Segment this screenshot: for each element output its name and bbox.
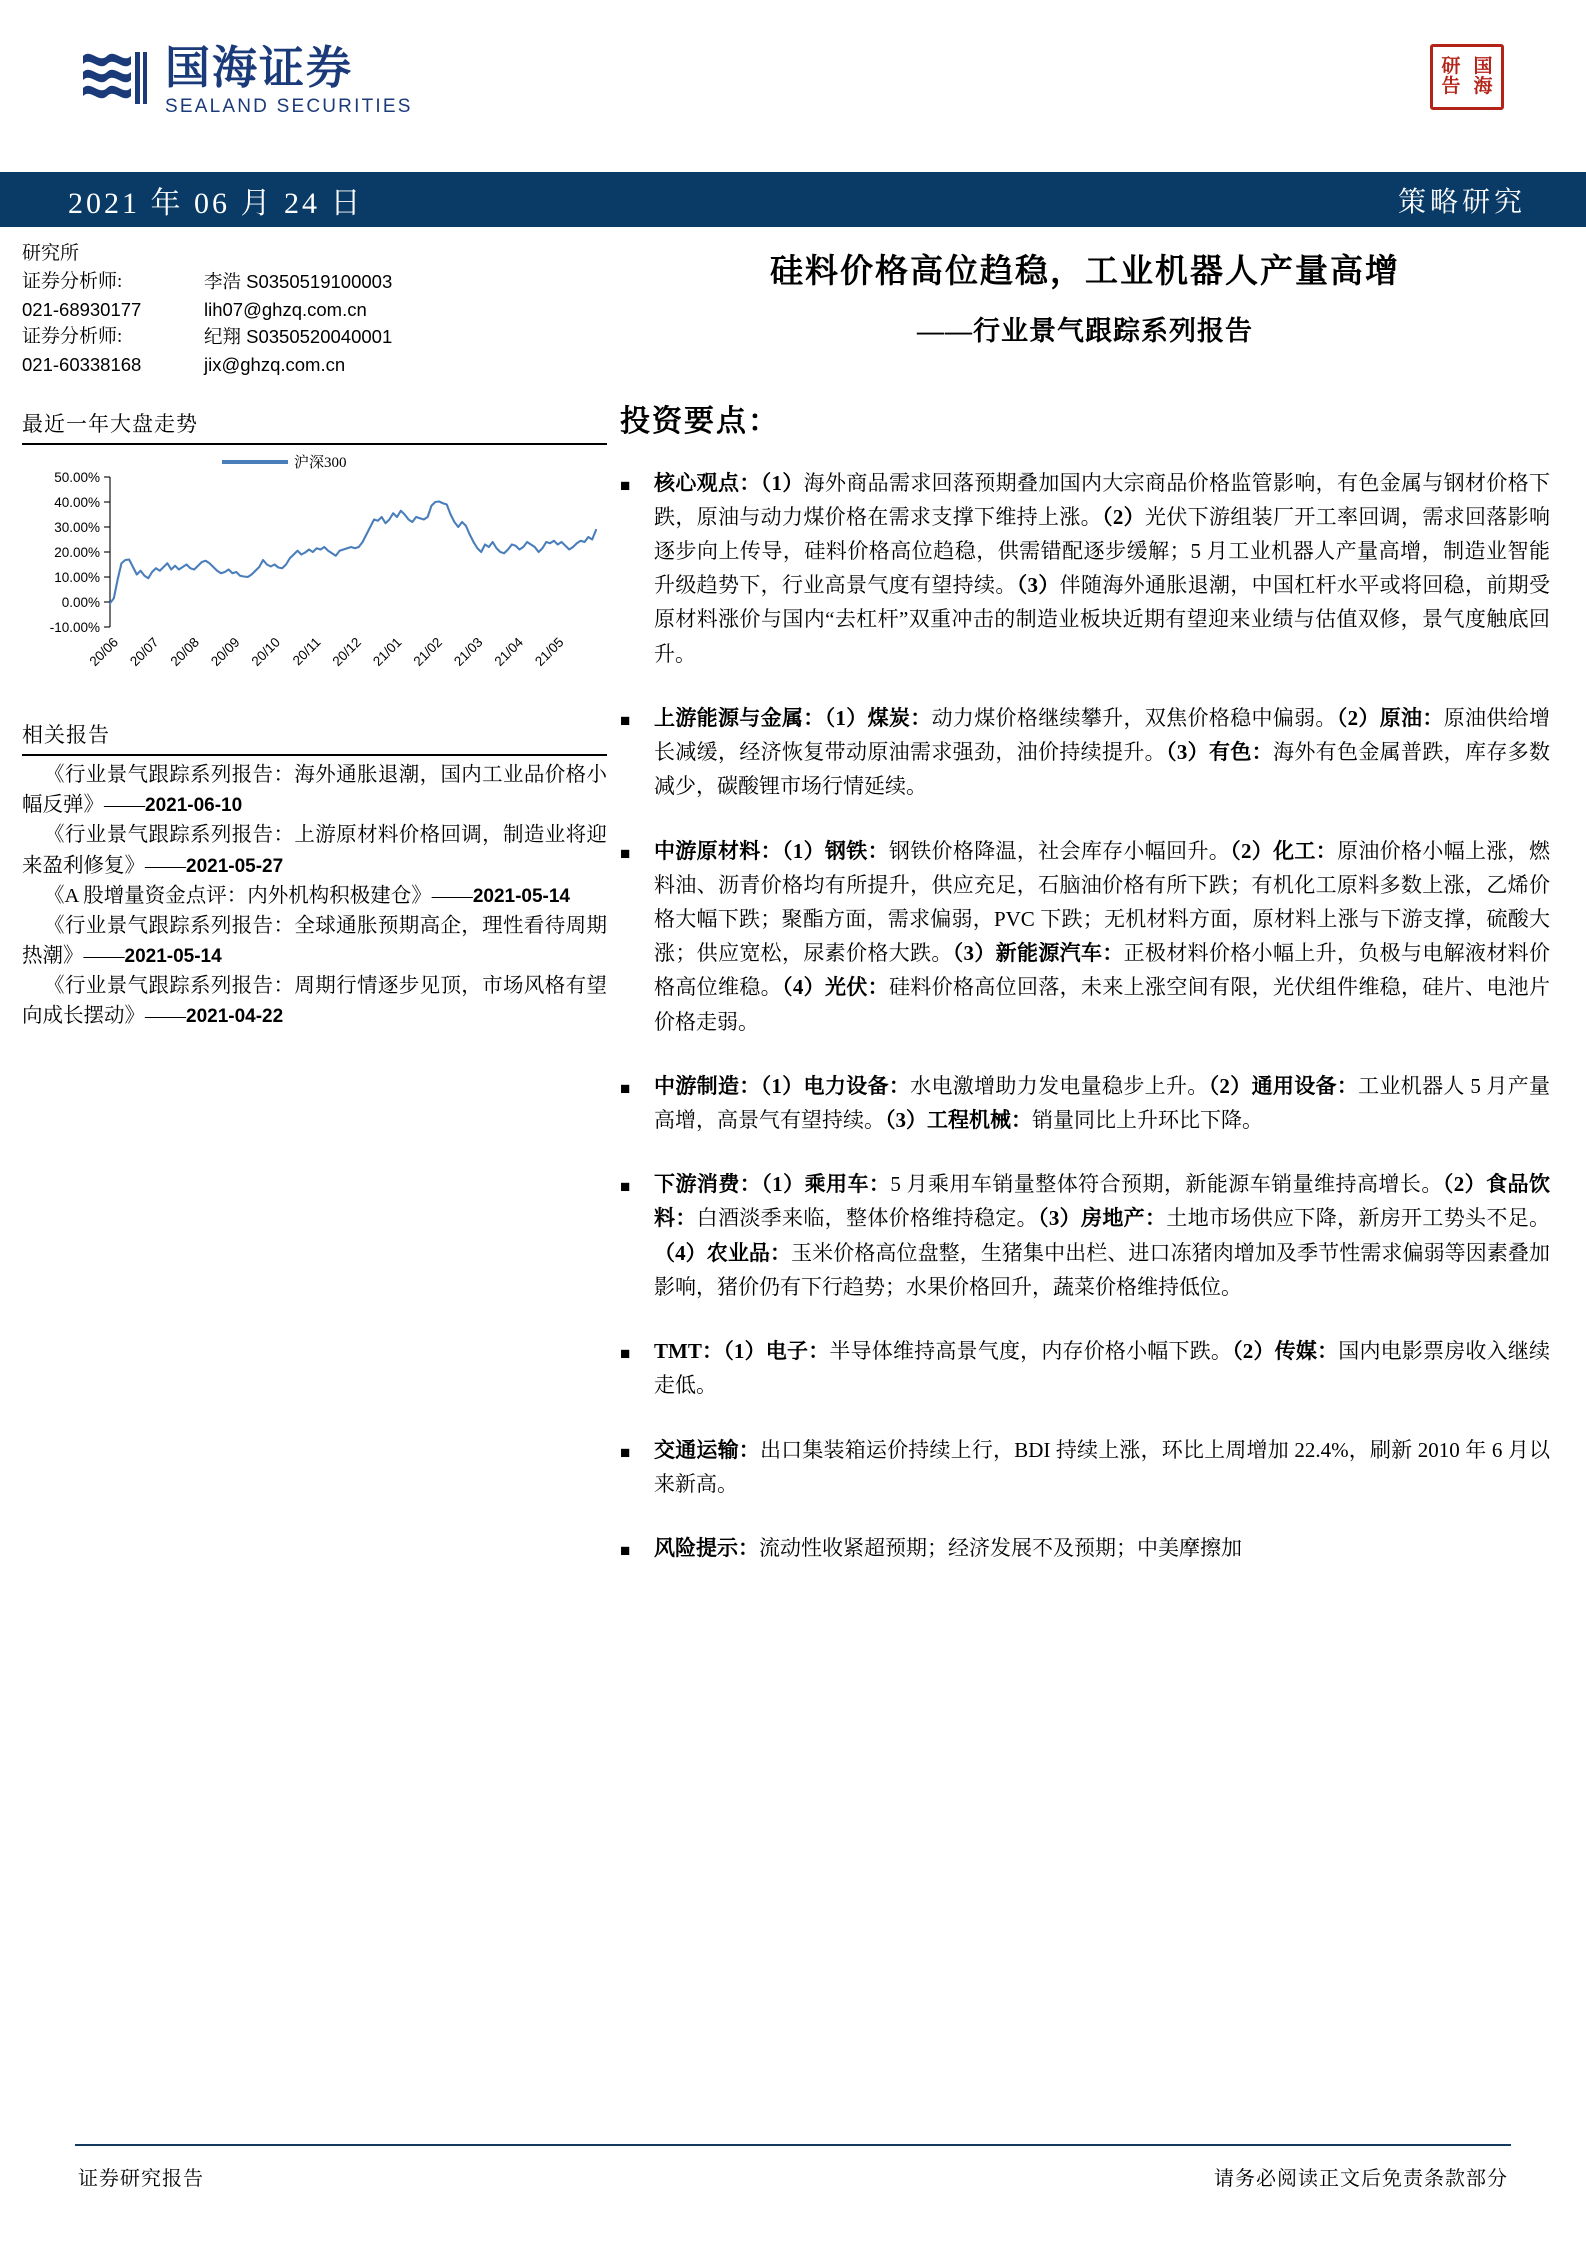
related-report-date: 2021-04-22 [186,1006,284,1028]
point-label: （2）化工： [1230,838,1338,863]
related-reports-section-title: 相关报告 [22,723,110,748]
chart-xtick-label: 20/06 [86,634,122,670]
investment-point-midstream-manufacturing [620,1069,1550,1137]
point-text: 流动性收紧超预期；经济发展不及预期；中美摩擦加 [759,1536,1242,1561]
point-label: （3）有色： [1166,740,1273,765]
investment-point-tmt [620,1334,1550,1402]
chart-ytick-label: 0.00% [61,595,100,611]
point-text: 工业机器人 5 月产量高增，高景气有望持续。 [654,1073,1551,1133]
point-text: 玉米价格高位盘整，生猪集中出栏、进口冻猪肉增加及季节性需求偏弱等因素叠加影响，猪价仍有下行趋势；水果价格回升，蔬菜价格维持低位。 [654,1240,1551,1299]
seal-char-4: 海 [1473,76,1493,97]
point-label: 核心观点：（1） [654,470,804,495]
analyst-row-1-name [22,268,607,296]
date-bar [0,172,1586,227]
point-text: 硅料价格高位回落，未来上涨空间有限，光伏组件维稳，硅片、电池片价格走弱。 [654,975,1550,1034]
section-divider-2 [22,754,607,756]
investment-point-body [654,1167,1550,1304]
related-report-item[interactable] [22,971,607,1031]
page-title: 硅料价格高位趋稳，工业机器人产量高增 [770,254,1400,290]
related-report-title: 《行业景气跟踪系列报告：周期行情逐步见顶，市场风格有望向成长摆动》—— [22,975,607,1028]
analyst-email-1[interactable]: lih07@ghzq.com.cn [204,298,367,320]
chart-xtick-label: 21/04 [491,634,527,670]
legend-label-csi300: 沪深300 [294,455,347,472]
chart-series-line [110,502,596,604]
investment-point-body [654,466,1550,671]
point-label: 风险提示： [654,1536,759,1561]
point-label: （4）光伏： [782,975,889,1000]
square-bullet-icon: ■ [620,710,631,730]
square-bullet-icon: ■ [620,1078,631,1098]
chart-xtick-label: 20/12 [329,634,365,670]
chart-xtick-label: 20/11 [289,634,324,669]
sidebar [22,240,607,1031]
point-text: 5 月乘用车销量整体符合预期，新能源车销量维持高增长。 [890,1172,1443,1197]
related-report-item[interactable] [22,881,607,911]
market-trend-section-title: 最近一年大盘走势 [22,412,198,437]
chart-ytick-label: 50.00% [54,470,100,486]
square-bullet-icon: ■ [620,1344,631,1364]
analyst-name-code-1: 李浩 S0350519100003 [204,270,393,292]
analyst-role-label-1: 证券分析师: [22,270,123,292]
chart-legend [222,451,347,472]
main-content [620,250,1550,1596]
related-report-title: 《行业景气跟踪系列报告：海外通胀退潮，国内工业品价格小幅反弹》—— [22,764,607,817]
chart-xtick-label: 21/03 [451,634,486,670]
investment-point-body [654,1069,1550,1137]
chart-xtick-label: 21/02 [410,634,446,670]
seal-char-1: 研 [1441,56,1461,78]
page-footer [0,2134,1586,2244]
point-label: （3）工程机械： [885,1108,1032,1133]
square-bullet-icon: ■ [620,475,631,495]
investment-point-body [654,1334,1550,1402]
chart-xtick-label: 20/10 [248,634,284,670]
square-bullet-icon: ■ [620,1177,631,1197]
investment-point-body [654,1433,1550,1501]
point-label: （2）传媒： [1232,1339,1339,1364]
institute-label: 研究所 [22,243,80,264]
chart-xtick-label: 20/07 [127,634,162,670]
research-category-tag: 策略研究 [1397,186,1526,218]
chart-xtick-label: 20/08 [167,634,203,670]
related-report-title: 《行业景气跟踪系列报告：全球通胀预期高企，理性看待周期热潮》—— [22,914,607,967]
related-report-date: 2021-05-14 [472,885,571,907]
point-label: （4）农业品： [654,1240,792,1265]
point-label: （2）原油： [1336,705,1444,730]
point-text: 白酒淡季来临，整体价格维持稳定。 [696,1206,1039,1231]
related-report-date: 2021-06-10 [145,795,243,817]
point-text: 半导体维持高景气度，内存价格小幅下跌。 [829,1339,1233,1364]
investment-point-transportation [620,1433,1550,1501]
investment-point-risk-warning [620,1531,1550,1566]
analyst-email-2[interactable]: jix@ghzq.com.cn [204,353,346,375]
investment-point-body [654,834,1550,1039]
logo-company-name-en: SEALAND SECURITIES [165,95,413,117]
point-text: 水电激增助力发电量稳步上升。 [910,1073,1209,1098]
square-bullet-icon: ■ [620,1442,631,1462]
company-seal-icon [1430,44,1504,110]
analyst-row-2-name [22,323,607,351]
point-text: 钢铁价格降温，社会库存小幅回升。 [888,838,1231,863]
point-label: 中游原材料：（1）钢铁： [654,838,889,863]
logo-company-name-cn: 国海证券 [165,41,354,93]
related-report-date: 2021-05-27 [186,855,284,877]
point-text: 原油供给增长减缓，经济恢复带动原油需求强劲，油价持续提升。 [654,705,1551,765]
point-text: 海外有色金属普跌，库存多数减少，碳酸锂市场行情延续。 [654,740,1550,799]
investment-point-body [654,701,1550,804]
investment-point-downstream-consumption [620,1167,1550,1304]
point-label: （2）通用设备： [1208,1073,1359,1098]
point-text: 光伏下游组装厂开工率回调，需求回落影响逐步向上传导，硅料价格高位趋稳，供需错配逐步缓解；5 月工业机器人产量高增，制造业智能升级趋势下，行业高景气度有望持续。 [654,504,1550,598]
point-text: 国内电影票房收入继续走低。 [654,1339,1551,1398]
related-report-title: 《A 股增量资金点评：内外机构积极建仓》—— [44,884,473,907]
square-bullet-icon: ■ [620,843,631,863]
chart-ytick-label: 40.00% [54,495,100,511]
point-text: 伴随海外通胀退潮，中国杠杆水平或将回稳，前期受原材料涨价与国内“去杠杆”双重冲击的制造业板块近期有望迎来业绩与估值双修，景气度触底回升。 [654,573,1551,666]
investment-points-list [620,466,1550,1567]
related-report-date: 2021-05-14 [124,945,222,967]
chart-svg [22,449,607,679]
square-bullet-icon: ■ [620,1541,631,1561]
point-text: 正极材料价格小幅上升，负极与电解液材料价格高位维稳。 [654,941,1551,1000]
point-label: （3） [1016,573,1060,598]
point-label: 交通运输： [654,1437,760,1462]
point-text: 原油价格小幅上涨，燃料油、沥青价格均有所提升，供应充足，石脑油价格有所下跌；有机化工原料多数上涨，乙烯价格大幅下跌；聚酯方面，需求偏弱，PVC 下跌；无机材料方面，原材料上涨与下游支撑，硫酸大涨；供应宽松，尿素价格大跌。 [654,838,1551,966]
point-label: （2）食品饮料： [654,1172,1551,1231]
seal-char-3: 告 [1441,76,1461,97]
investment-points-heading: 投资要点： [620,404,780,438]
investment-point-core-view [620,466,1550,671]
chart-xtick-label: 20/09 [208,634,243,670]
chart-ytick-label: -10.00% [49,620,100,636]
related-report-item[interactable] [22,760,607,820]
point-text: 动力煤价格继续攀升，双焦价格稳中偏弱。 [931,705,1337,730]
company-logo [75,42,413,118]
analyst-phone-1: 021-68930177 [22,298,142,320]
analyst-row-2-contact [22,351,607,378]
related-report-item[interactable] [22,911,607,971]
point-text: 海外商品需求回落预期叠加国内大宗商品价格监管影响，有色金属与钢材价格下跌，原油与动力煤价格在需求支撑下维持上涨。 [654,470,1551,529]
point-text: 出口集装箱运价持续上行，BDI 持续上涨，环比上周增加 22.4%，刷新 2010 年 6 月以来新高。 [654,1437,1551,1496]
wave-logo-icon [75,42,151,118]
analyst-name-code-2: 纪翔 S0350520040001 [204,326,393,348]
point-text: 土地市场供应下降，新房开工势头不足。 [1166,1206,1551,1231]
related-reports-list [22,760,607,1031]
analyst-row-1-contact [22,296,607,323]
analyst-role-label-2: 证券分析师: [22,326,123,348]
point-label: 中游制造：（1）电力设备： [654,1073,911,1098]
footer-right-label: 请务必阅读正文后免责条款部分 [1214,2168,1508,2190]
analyst-info-block [22,240,607,378]
chart-ytick-label: 10.00% [54,570,100,586]
point-label: 上游能源与金属：（1）煤炭： [654,705,932,730]
related-report-title: 《行业景气跟踪系列报告：上游原材料价格回调，制造业将迎来盈利修复》—— [22,824,607,877]
point-label: （2） [1102,504,1145,529]
analyst-phone-2: 021-60338168 [22,353,142,375]
footer-divider [75,2144,1511,2146]
footer-left-label: 证券研究报告 [78,2168,204,2190]
point-label: TMT：（1）电子： [654,1339,830,1364]
section-divider-1 [22,443,607,445]
point-text: 销量同比上升环比下降。 [1032,1108,1263,1133]
market-trend-chart [22,449,607,679]
chart-xtick-label: 21/01 [370,634,405,670]
point-label: （3）房地产： [1038,1206,1167,1231]
publish-date: 2021 年 06 月 24 日 [68,186,364,220]
point-label: 下游消费：（1）乘用车： [654,1172,891,1197]
chart-ytick-label: 30.00% [54,520,100,536]
investment-point-midstream-materials [620,834,1550,1039]
seal-char-2: 国 [1473,56,1493,78]
investment-point-body [654,1531,1550,1566]
page-subtitle: ——行业景气跟踪系列报告 [917,315,1253,346]
chart-ytick-label: 20.00% [54,545,100,561]
related-report-item[interactable] [22,820,607,880]
investment-point-upstream-energy-metals [620,701,1550,804]
chart-xtick-label: 21/05 [532,634,567,670]
page-header [0,0,1586,172]
point-label: （3）新能源汽车： [952,941,1124,966]
legend-line-icon [222,460,288,464]
